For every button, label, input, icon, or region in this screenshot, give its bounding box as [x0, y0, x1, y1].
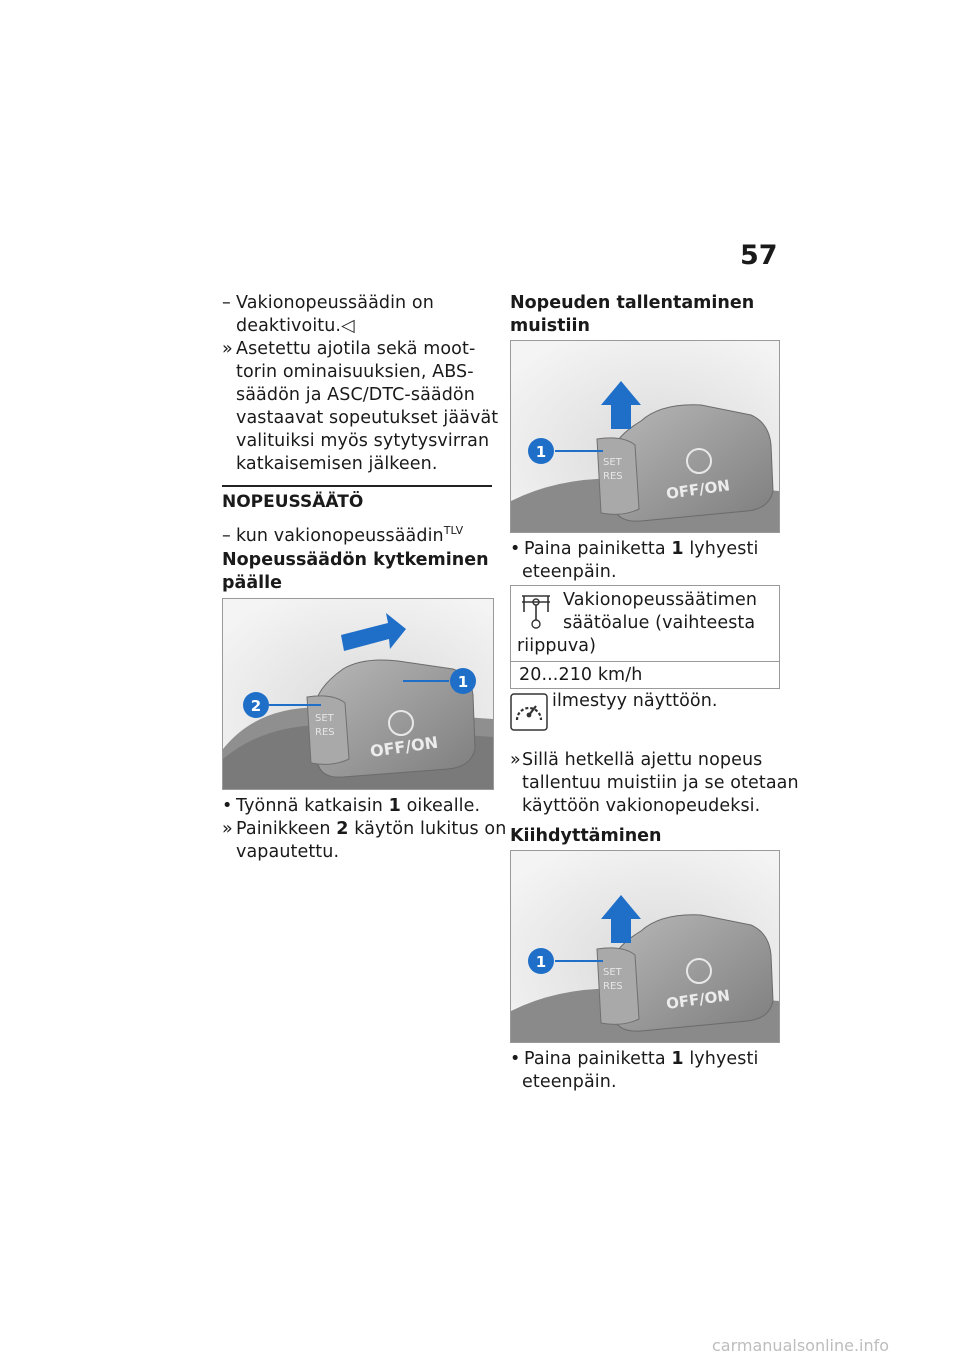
- table-label-line2: säätöalue (vaihteesta: [563, 613, 756, 633]
- svg-text:1: 1: [535, 443, 547, 461]
- cruise-control-icon: [510, 693, 548, 731]
- fig2-set-text: SET: [603, 457, 622, 468]
- page-number: 57: [740, 240, 778, 271]
- bullet-item: • Paina painiketta 1 lyhyesti: [510, 1049, 759, 1069]
- bullet-item: • Paina painiketta 1 lyhyesti: [510, 539, 759, 559]
- subheading: Nopeuden tallentaminen muistiin: [510, 293, 755, 336]
- table-label-line3: riippuva): [517, 636, 597, 656]
- svg-text:1: 1: [457, 673, 469, 691]
- fig1-offon-text: OFF/ON: [368, 732, 440, 761]
- speed-range-table: [510, 585, 780, 689]
- watermark: carmanualsonline.info: [712, 1336, 890, 1355]
- figure-cruise-switch-forward: [510, 340, 780, 533]
- svg-text:2: 2: [250, 697, 262, 715]
- gear-shift-icon: [521, 592, 551, 632]
- result-paragraph: Asetettu ajotila sekä moot- torin ominaisuuksien, ABS- säädön ja ASC/DTC-säädön vastaavat sopeutukset jäävät valituiksi myös sytytysvirran katkaisemisen jälkeen.: [236, 339, 499, 474]
- svg-text:1: 1: [535, 953, 547, 971]
- end-mark-icon: ◁: [341, 316, 355, 336]
- section-heading: NOPEUSSÄÄTÖ: [222, 492, 364, 512]
- table-value: 20...210 km/h: [519, 665, 643, 685]
- subheading: Nopeussäädön kytkeminen päälle: [222, 550, 489, 593]
- result-item-cont: vapautettu.: [236, 842, 340, 862]
- fig1-res-text: RES: [315, 727, 335, 738]
- bullet-item-cont: eteenpäin.: [522, 562, 617, 582]
- fig1-set-text: SET: [315, 713, 334, 724]
- dash-line: – Vakionopeussäädin on: [222, 293, 434, 313]
- result-paragraph: Sillä hetkellä ajettu nopeus tallentuu muistiin ja se otetaan käyttöön vakionopeudeksi.: [522, 750, 799, 816]
- fig3-res-text: RES: [603, 981, 623, 992]
- subheading: Kiihdyttäminen: [510, 826, 662, 846]
- dash-line-cont: deaktivoitu.◁: [236, 316, 355, 336]
- section-rule: [222, 485, 492, 487]
- result-marker: »: [222, 339, 233, 359]
- fig2-res-text: RES: [603, 471, 623, 482]
- figure-cruise-switch-right: [222, 598, 494, 790]
- table-label-line1: Vakionopeussäätimen: [563, 590, 758, 610]
- figure-cruise-switch-accelerate: [510, 850, 780, 1043]
- dash-line: – kun vakionopeussäädin$^{TLV}$: [222, 524, 464, 546]
- appears-text: ilmestyy näyttöön.: [552, 691, 718, 711]
- result-marker: »: [510, 750, 521, 770]
- result-item: » Painikkeen 2 käytön lukitus on: [222, 819, 507, 839]
- bullet-item: • Työnnä katkaisin 1 oikealle.: [222, 796, 481, 816]
- fig3-offon-text: OFF/ON: [665, 986, 731, 1013]
- bullet-item-cont: eteenpäin.: [522, 1072, 617, 1092]
- fig3-set-text: SET: [603, 967, 622, 978]
- fig2-offon-text: OFF/ON: [665, 476, 731, 503]
